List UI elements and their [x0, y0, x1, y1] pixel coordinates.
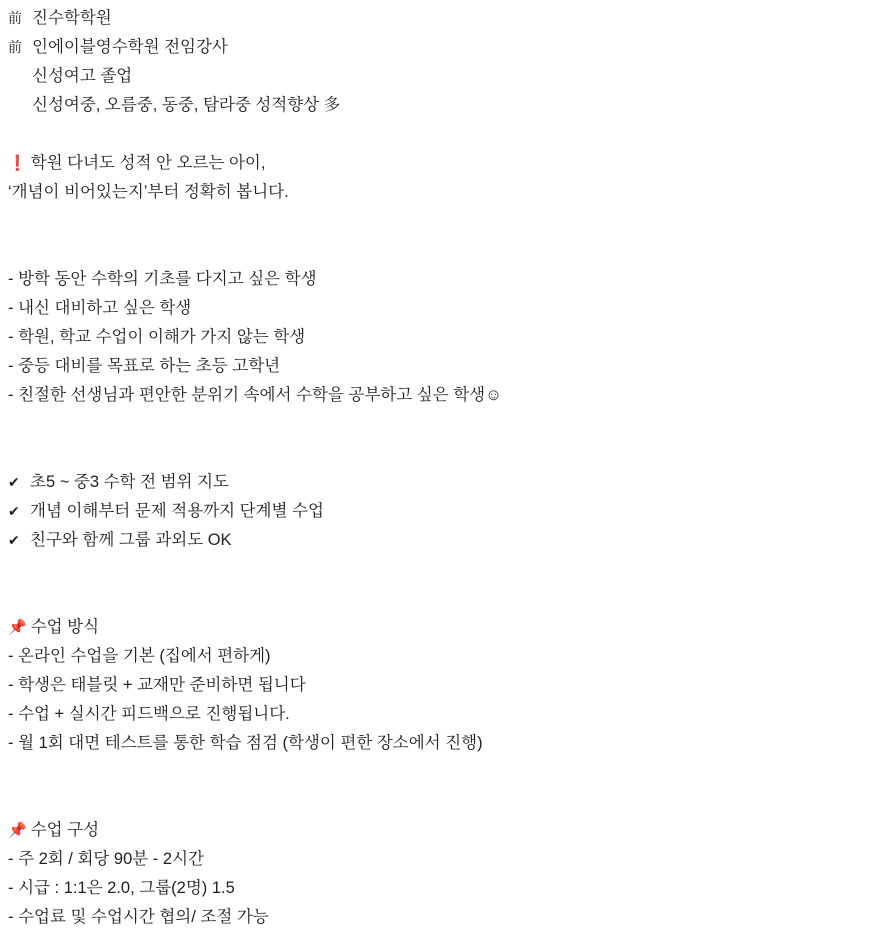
- highlight-text-2: ‘개념이 비어있는지’부터 정확히 봅니다.: [8, 183, 289, 201]
- list-item: [8, 700, 879, 729]
- list-item-text: - 온라인 수업을 기본 (집에서 편하게): [8, 647, 271, 665]
- highlight-line-1: [8, 149, 879, 178]
- highlight-text-1: 학원 다녀도 성적 안 오르는 아이,: [30, 154, 266, 172]
- list-item: [8, 874, 879, 903]
- check-list-item: [8, 468, 879, 497]
- highlight-block: [8, 149, 879, 207]
- section-method-title: [8, 613, 879, 642]
- check-list-item: [8, 526, 879, 555]
- credential-text: 신성여고 졸업: [32, 67, 133, 85]
- list-item: [8, 729, 879, 758]
- spacer: [8, 439, 879, 468]
- section-structure: [8, 816, 879, 932]
- section-method: [8, 613, 879, 758]
- list-item-text: - 수업료 및 수업시간 협의/ 조절 가능: [8, 908, 269, 926]
- former-label-icon: 前: [8, 10, 22, 26]
- credential-text: 진수학학원: [32, 9, 112, 27]
- spacer: [8, 555, 879, 584]
- list-item-text: - 방학 동안 수학의 기초를 다지고 싶은 학생: [8, 270, 317, 288]
- list-item-text: - 주 2회 / 회당 90분 - 2시간: [8, 850, 204, 868]
- section-structure-title-text: 수업 구성: [30, 821, 100, 839]
- list-item: [8, 381, 879, 410]
- check-list-text: 초5 ~ 중3 수학 전 범위 지도: [30, 473, 229, 491]
- pin-icon: 📌: [8, 822, 27, 839]
- spacer: [8, 758, 879, 787]
- check-list-text: 개념 이해부터 문제 적용까지 단계별 수업: [30, 502, 324, 520]
- check-list-text: 친구와 함께 그룹 과외도 OK: [30, 531, 232, 549]
- list-item-text: - 월 1회 대면 테스트를 통한 학습 점검 (학생이 편한 장소에서 진행): [8, 734, 483, 752]
- target-list: [8, 265, 879, 410]
- list-item-text: - 내신 대비하고 싶은 학생: [8, 299, 192, 317]
- list-item-text: - 중등 대비를 목표로 하는 초등 고학년: [8, 357, 281, 375]
- spacer: [8, 236, 879, 265]
- pin-icon: 📌: [8, 619, 27, 636]
- spacer: [8, 787, 879, 816]
- list-item-text: - 학원, 학교 수업이 이해가 가지 않는 학생: [8, 328, 306, 346]
- check-icon: ✔: [8, 503, 20, 519]
- credential-line: [8, 91, 879, 120]
- list-item-text: - 수업 + 실시간 피드백으로 진행됩니다.: [8, 705, 290, 723]
- former-label-icon: 前: [8, 39, 22, 55]
- spacer: [8, 207, 879, 236]
- exclamation-icon: ❗: [8, 155, 27, 172]
- credential-text: 신성여중, 오름중, 동중, 탐라중 성적향상 多: [32, 96, 341, 114]
- list-item: [8, 294, 879, 323]
- section-structure-title: [8, 816, 879, 845]
- list-item: [8, 323, 879, 352]
- check-icon: ✔: [8, 532, 20, 548]
- list-item: [8, 352, 879, 381]
- credential-text: 인에이블영수학원 전임강사: [32, 38, 228, 56]
- check-list-item: [8, 497, 879, 526]
- check-icon: ✔: [8, 474, 20, 490]
- check-list: [8, 468, 879, 555]
- list-item-text: - 학생은 태블릿 + 교재만 준비하면 됩니다: [8, 676, 306, 694]
- spacer: [8, 410, 879, 439]
- credentials-block: [8, 4, 879, 120]
- credential-line: [8, 33, 879, 62]
- list-item-text: - 시급 : 1:1은 2.0, 그룹(2명) 1.5: [8, 879, 235, 897]
- list-item: [8, 845, 879, 874]
- list-item: [8, 265, 879, 294]
- credential-line: [8, 62, 879, 91]
- list-item: [8, 642, 879, 671]
- list-item: [8, 671, 879, 700]
- highlight-line-2: [8, 178, 879, 207]
- spacer: [8, 120, 879, 149]
- list-item-text: - 친절한 선생님과 편안한 분위기 속에서 수학을 공부하고 싶은 학생☺: [8, 386, 502, 404]
- spacer: [8, 584, 879, 613]
- section-method-title-text: 수업 방식: [30, 618, 100, 636]
- credential-line: [8, 4, 879, 33]
- list-item: [8, 903, 879, 932]
